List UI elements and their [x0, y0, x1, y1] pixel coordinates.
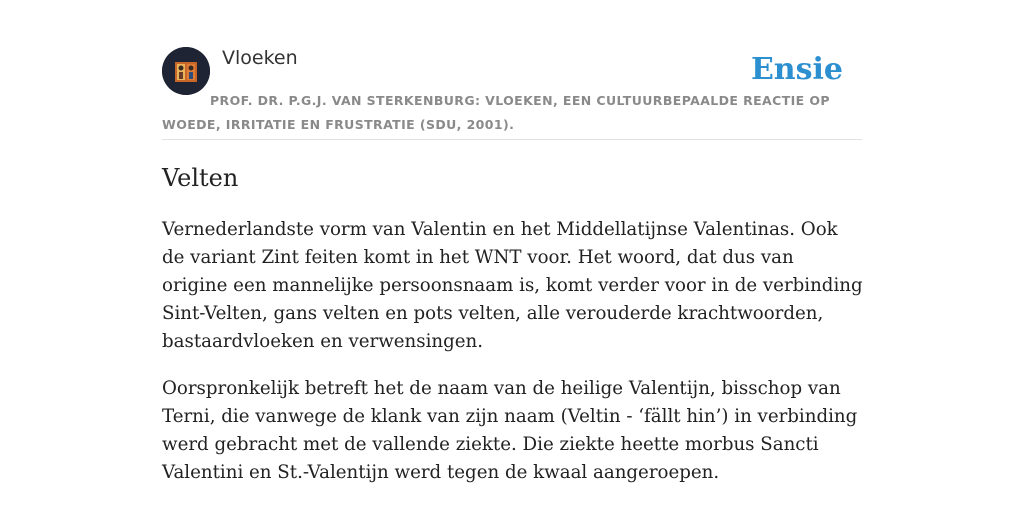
entry-body	[162, 216, 864, 506]
source-avatar[interactable]	[162, 47, 210, 95]
source-title[interactable]: Vloeken	[222, 47, 298, 69]
entry-paragraph: Oorspronkelijk betreft het de naam van de heilige Valentijn, bisschop van Terni, die vanwege de klank van zijn naam (Veltin - ‘fällt hin’) in verbinding werd gebracht met de vallende ziekte. Die ziekte heette morbus Sancti Valentini en St.-Valentijn werd tegen de kwaal aangeroepen.	[162, 378, 858, 483]
source-citation: PROF. DR. P.G.J. VAN STERKENBURG: VLOEKEN, EEN CULTUURBEPAALDE REACTIE OP WOEDE, IRRITATIE EN FRUSTRATIE (SDU, 2001).	[162, 93, 830, 132]
divider	[162, 139, 862, 140]
brand-logo[interactable]: Ensie	[750, 52, 843, 87]
entry-title: Velten	[162, 164, 239, 192]
entry-paragraph: Vernederlandste vorm van Valentin en het Middellatijnse Valentinas. Ook de variant Zint feiten komt in het WNT voor. Het woord, dat dus van origine een mannelijke persoonsnaam is, komt verder voor in de verbinding Sint-Velten, gans velten en pots velten, alle verouderde krachtwoorden, bastaardvloeken en verwensingen.	[162, 219, 863, 352]
book-cover-icon	[162, 47, 210, 95]
